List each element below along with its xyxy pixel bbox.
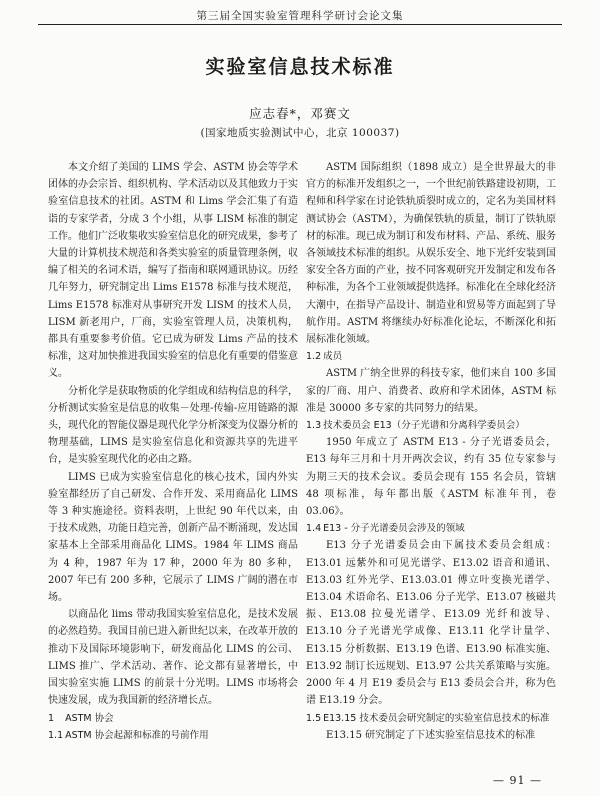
section-title: E13.15 技术委员会研究制定的实验室信息技术的标准: [323, 712, 550, 724]
section-title: ASTM 协会起源和标准的号前作用: [65, 729, 209, 741]
page-number: — 91 —: [493, 774, 542, 787]
section-heading: [48, 710, 298, 727]
section-title: 技术委员会 E13（分子光谱和分离科学委员会）: [323, 420, 525, 432]
section-number: 1.2: [306, 351, 322, 363]
section-heading: [48, 727, 298, 744]
section-title: 成员: [323, 351, 343, 363]
body-paragraph: 以商品化 lims 带动我国实验室信息化，是技术发展的必然趋势。我国目前已进入新世纪以来，在改革开放的推动下及国际环境影响下，研发商品化 LIMS 的公司、LIMS 推广、学术活动、著作、论文都有显著增长，中国实验室实施 LIMS 的前景十分光明。LIMS 市场将会快速发展，成为我国新的经济增长点。: [48, 609, 298, 707]
paper-title: 实验室信息技术标准: [205, 56, 395, 78]
section-heading: [306, 710, 556, 727]
paper-authors: 应志春*，邓赛文: [249, 106, 351, 121]
running-header: 第三届全国实验室管理科学研讨会论文集: [196, 10, 404, 22]
left-column: [48, 159, 298, 744]
body-paragraph: 分析化学是获取物质的化学组成和结构信息的科学，分析测试实验室是信息的收集－处理-传输-应用链路的源头，现代化的智能仪器是现代化学分析深变为仪器分析的物理基础，LIMS 是实验室信息化和资源共享的先进平台，是实验室现代化的必由之路。: [48, 385, 298, 466]
body-paragraph: E13 分子光谱委员会由下属技术委员会组成：E13.01 远紫外和可见光谱学、E13.02 语音和通讯、E13.03 红外光学、E13.03.01 傅立叶变换光谱学、E13.04 术语命名、E13.06 分子光学、E13.07 核磁共振、E13.08 拉曼光谱学、E13.09 光纤和波导、E13.10 分子光谱光学成像、E13.11 化学计量学、E13.15 分析数据、E13.19 色谱、E13.90 标准实施、E13.92 制订长远规划、E13.97 公共关系策略与实施。2000 年 4 月 E19 委员会与 E13 委员会合并，称为色谱 E13.19 分会。: [306, 540, 556, 707]
body-paragraph: 1950 年成立了 ASTM E13 - 分子光谱委员会，E13 每年三月和十月开两次会议，约有 35 位专家参与为期三天的技术会议。委员会现有 155 名会员，管辖 48 项标准，每年都出版《ASTM 标准年刊，卷 03.06》。: [306, 437, 556, 518]
body-paragraph: LIMS 已成为实验室信息化的核心技术，国内外实验室都经历了自己研发、合作开发、采用商品化 LIMS 等 3 种实施途径。资料表明，上世纪 90 年代以来，由于技术成熟，功能日趋完善，创新产品不断涌现，发达国家基本上全部采用商品化 LIMS。1984 年 LIMS 商品为 4 种，1987 年为 17 种，2000 年为 80 多种，2007 年已有 200 多种，它展示了 LIMS 广阔的潜在市场。: [48, 471, 298, 604]
right-column: [306, 159, 556, 744]
section-number: 1.3: [306, 420, 322, 432]
section-number: 1.4: [306, 523, 322, 535]
section-number: 1: [48, 712, 55, 724]
section-title: ASTM 协会: [65, 712, 114, 724]
body-paragraph: E13.15 研究制定了下述实验室信息技术的标准: [326, 729, 536, 741]
section-heading: [306, 348, 556, 365]
section-title: E13 - 分子光谱委员会涉及的领域: [323, 523, 465, 535]
section-number: 1.5: [306, 712, 322, 724]
section-number: 1.1: [48, 729, 64, 741]
paper-affiliation: (国家地质实验测试中心，北京 100037): [200, 127, 400, 139]
body-paragraph: ASTM 国际组织（1898 成立）是全世界最大的非官方的标准开发组织之一，一个世纪前铁路建设初期，工程师和科学家在讨论铁轨质裂时成立的，定名为美国材料测试协会（ASTM），为确保铁轨的质量，制订了铁轨原材的标准。现已成为制订和发布材料、产品、系统、服务各领域技术标准的组织。从娱乐安全、地下光纤安装到国家安全各方面的产业，按不同客观研究开发制定和发布各种标准，为各个工业领域提供选择。标准化在全球化经济大潮中，在指导产品设计、制造业和贸易等方面起到了导航作用。ASTM 将继续办好标准化论坛，不断深化和拓展标准化领域。: [306, 162, 556, 346]
section-heading: [306, 520, 556, 537]
body-paragraph: ASTM 广纳全世界的科技专家，他们来自 100 多国家的厂商、用户、消费者、政府和学术团体，ASTM 标准是 30000 多专家的共同努力的结果。: [306, 368, 556, 414]
header-rule: [38, 24, 562, 25]
section-heading: [306, 417, 556, 434]
body-paragraph: 本文介绍了美国的 LIMS 学会、ASTM 协会等学术团体的办会宗旨、组织机构、学术活动以及其他致力于实验室信息技术的社团。ASTM 和 Lims 学会汇集了有造诣的专家学者，分成 3 个小组，从事 LISM 标准的制定工作。他们广泛收集收实验室信息化的研究成果，参考了大量的计算机技术规范和各类实验室的质量管理条例，収编了相关的名词术语，编写了指南和联网通讯协议。历经几年努力，研究制定出 Lims E1578 标准与技术规范，Lims E1578 标准对从事研究开发 LISM 的技术人员，LISM 新老用户，厂商，实验室管理人员，决策机构，都具有重要参考价值。它已成为研发 Lims 产品的技术标准，这对加快推进我国实验室的信息化有重要的借鉴意义。: [48, 162, 298, 380]
